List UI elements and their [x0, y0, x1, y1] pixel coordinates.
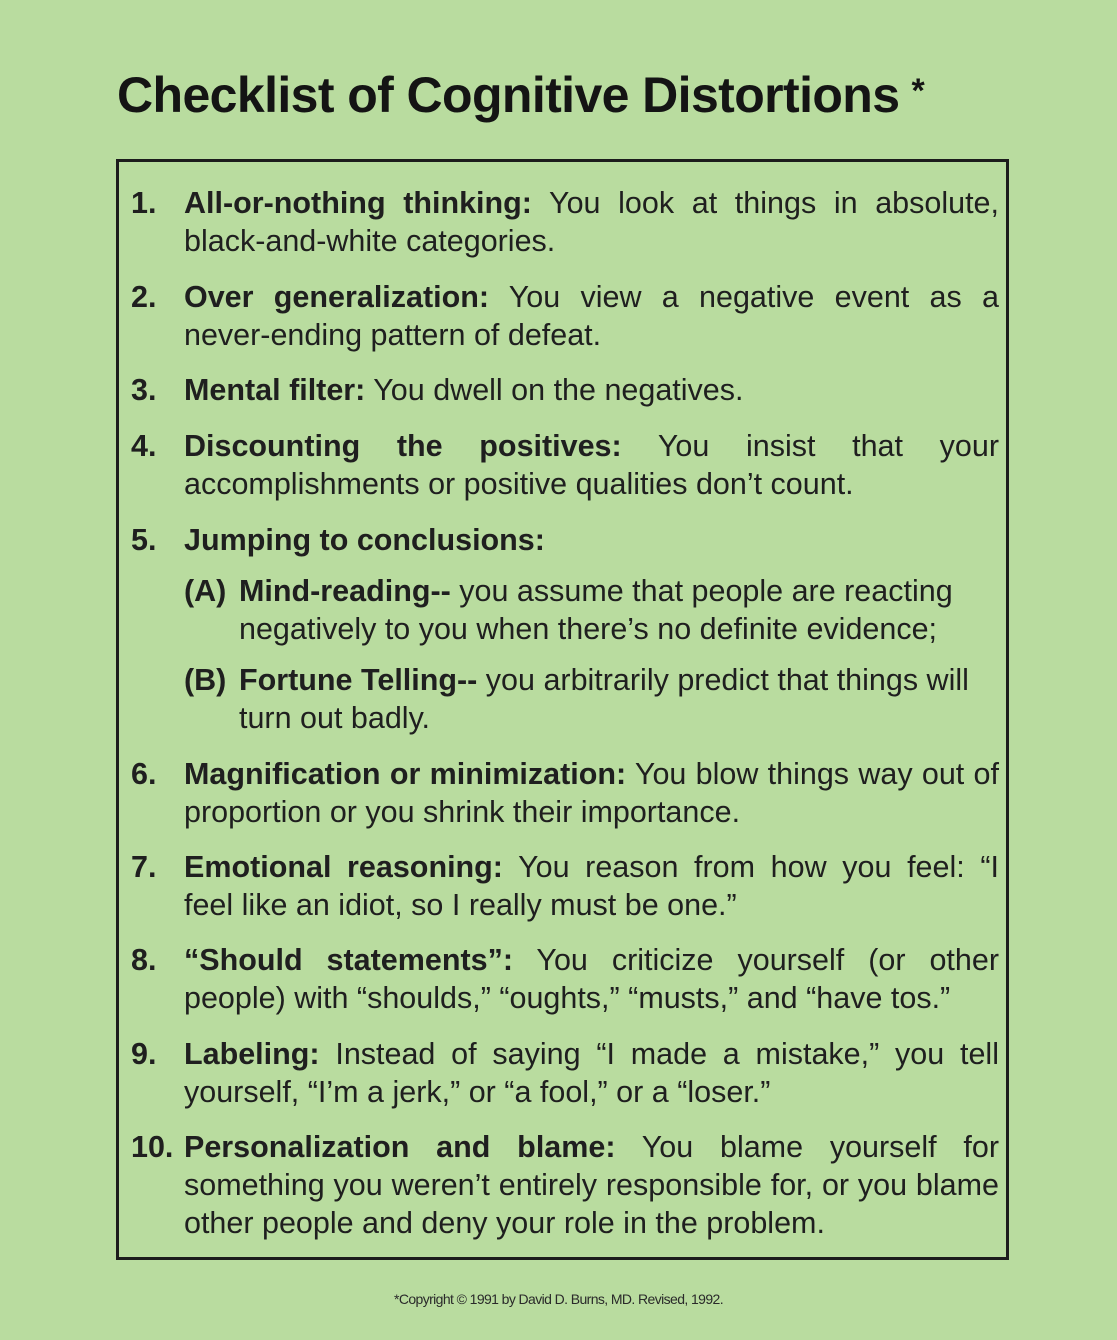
- item-description: You look at things in absolute, black-and-white categories.: [184, 186, 999, 258]
- item-description: Instead of saying “I made a mistake,” you tell yourself, “I’m a jerk,” or “a fool,” or a “loser.”: [184, 1037, 999, 1109]
- list-item-7: [131, 848, 999, 924]
- subitem-term: Fortune Telling--: [239, 663, 478, 697]
- checklist-box: [116, 159, 1009, 1260]
- item-description: You blame yourself for something you weren’t entirely responsible for, or you blame other people and deny your role in the problem.: [184, 1130, 999, 1240]
- subitem-b: [184, 661, 996, 737]
- item-term: Mental filter:: [184, 373, 366, 407]
- list-item-2: [131, 278, 999, 354]
- item-description: You dwell on the negatives.: [373, 373, 744, 407]
- item-description: You reason from how you feel: “I feel like an idiot, so I really must be one.”: [184, 850, 999, 922]
- list-item-1: [131, 184, 999, 260]
- item-term: Personalization and blame:: [184, 1130, 616, 1164]
- item-number: 3.: [131, 373, 157, 407]
- subitem-label: (A): [184, 574, 227, 608]
- item-description: You view a negative event as a never-ending pattern of defeat.: [184, 280, 999, 352]
- item-number: 9.: [131, 1037, 157, 1071]
- item-term: Labeling:: [184, 1037, 320, 1071]
- item-number: 4.: [131, 429, 157, 463]
- subitem-term: Mind-reading--: [239, 574, 451, 608]
- item-description: You blow things way out of proportion or you shrink their importance.: [184, 757, 999, 829]
- item-term: Magnification or minimization:: [184, 757, 627, 791]
- item-number: 2.: [131, 280, 157, 314]
- page-title: [117, 66, 924, 124]
- title-text: Checklist of Cognitive Distortions: [117, 67, 900, 123]
- item-description: You criticize yourself (or other people) with “shoulds,” “oughts,” “musts,” and “have tos.”: [184, 943, 999, 1015]
- subitem-a: [184, 572, 996, 648]
- item-term: Emotional reasoning:: [184, 850, 503, 884]
- list-item-9: [131, 1035, 999, 1111]
- subitem-label: (B): [184, 663, 227, 697]
- title-asterisk: *: [911, 72, 925, 110]
- item-number: 7.: [131, 850, 157, 884]
- subitem-description: you assume that people are reacting negatively to you when there’s no definite evidence;: [239, 574, 953, 646]
- list-item-8: [131, 941, 999, 1017]
- item-term: Jumping to conclusions:: [184, 523, 545, 557]
- list-item-5: [131, 521, 999, 559]
- list-item-10: [131, 1128, 999, 1242]
- item-number: 1.: [131, 186, 157, 220]
- item-term: “Should statements”:: [184, 943, 513, 977]
- subitem-description: you arbitrarily predict that things will turn out badly.: [239, 663, 969, 735]
- item-number: 8.: [131, 943, 157, 977]
- item-term: Discounting the positives:: [184, 429, 622, 463]
- item-number: 6.: [131, 757, 157, 791]
- item-term: All-or-nothing thinking:: [184, 186, 532, 220]
- copyright-notice: *Copyright © 1991 by David D. Burns, MD. Revised, 1992.: [393, 1291, 724, 1307]
- item-number: 10.: [131, 1130, 174, 1164]
- list-item-6: [131, 755, 999, 831]
- list-item-4: [131, 427, 999, 503]
- list-item-3: [131, 371, 999, 409]
- item-number: 5.: [131, 523, 157, 557]
- item-description: You insist that your accomplishments or positive qualities don’t count.: [184, 429, 999, 501]
- item-term: Over generalization:: [184, 280, 490, 314]
